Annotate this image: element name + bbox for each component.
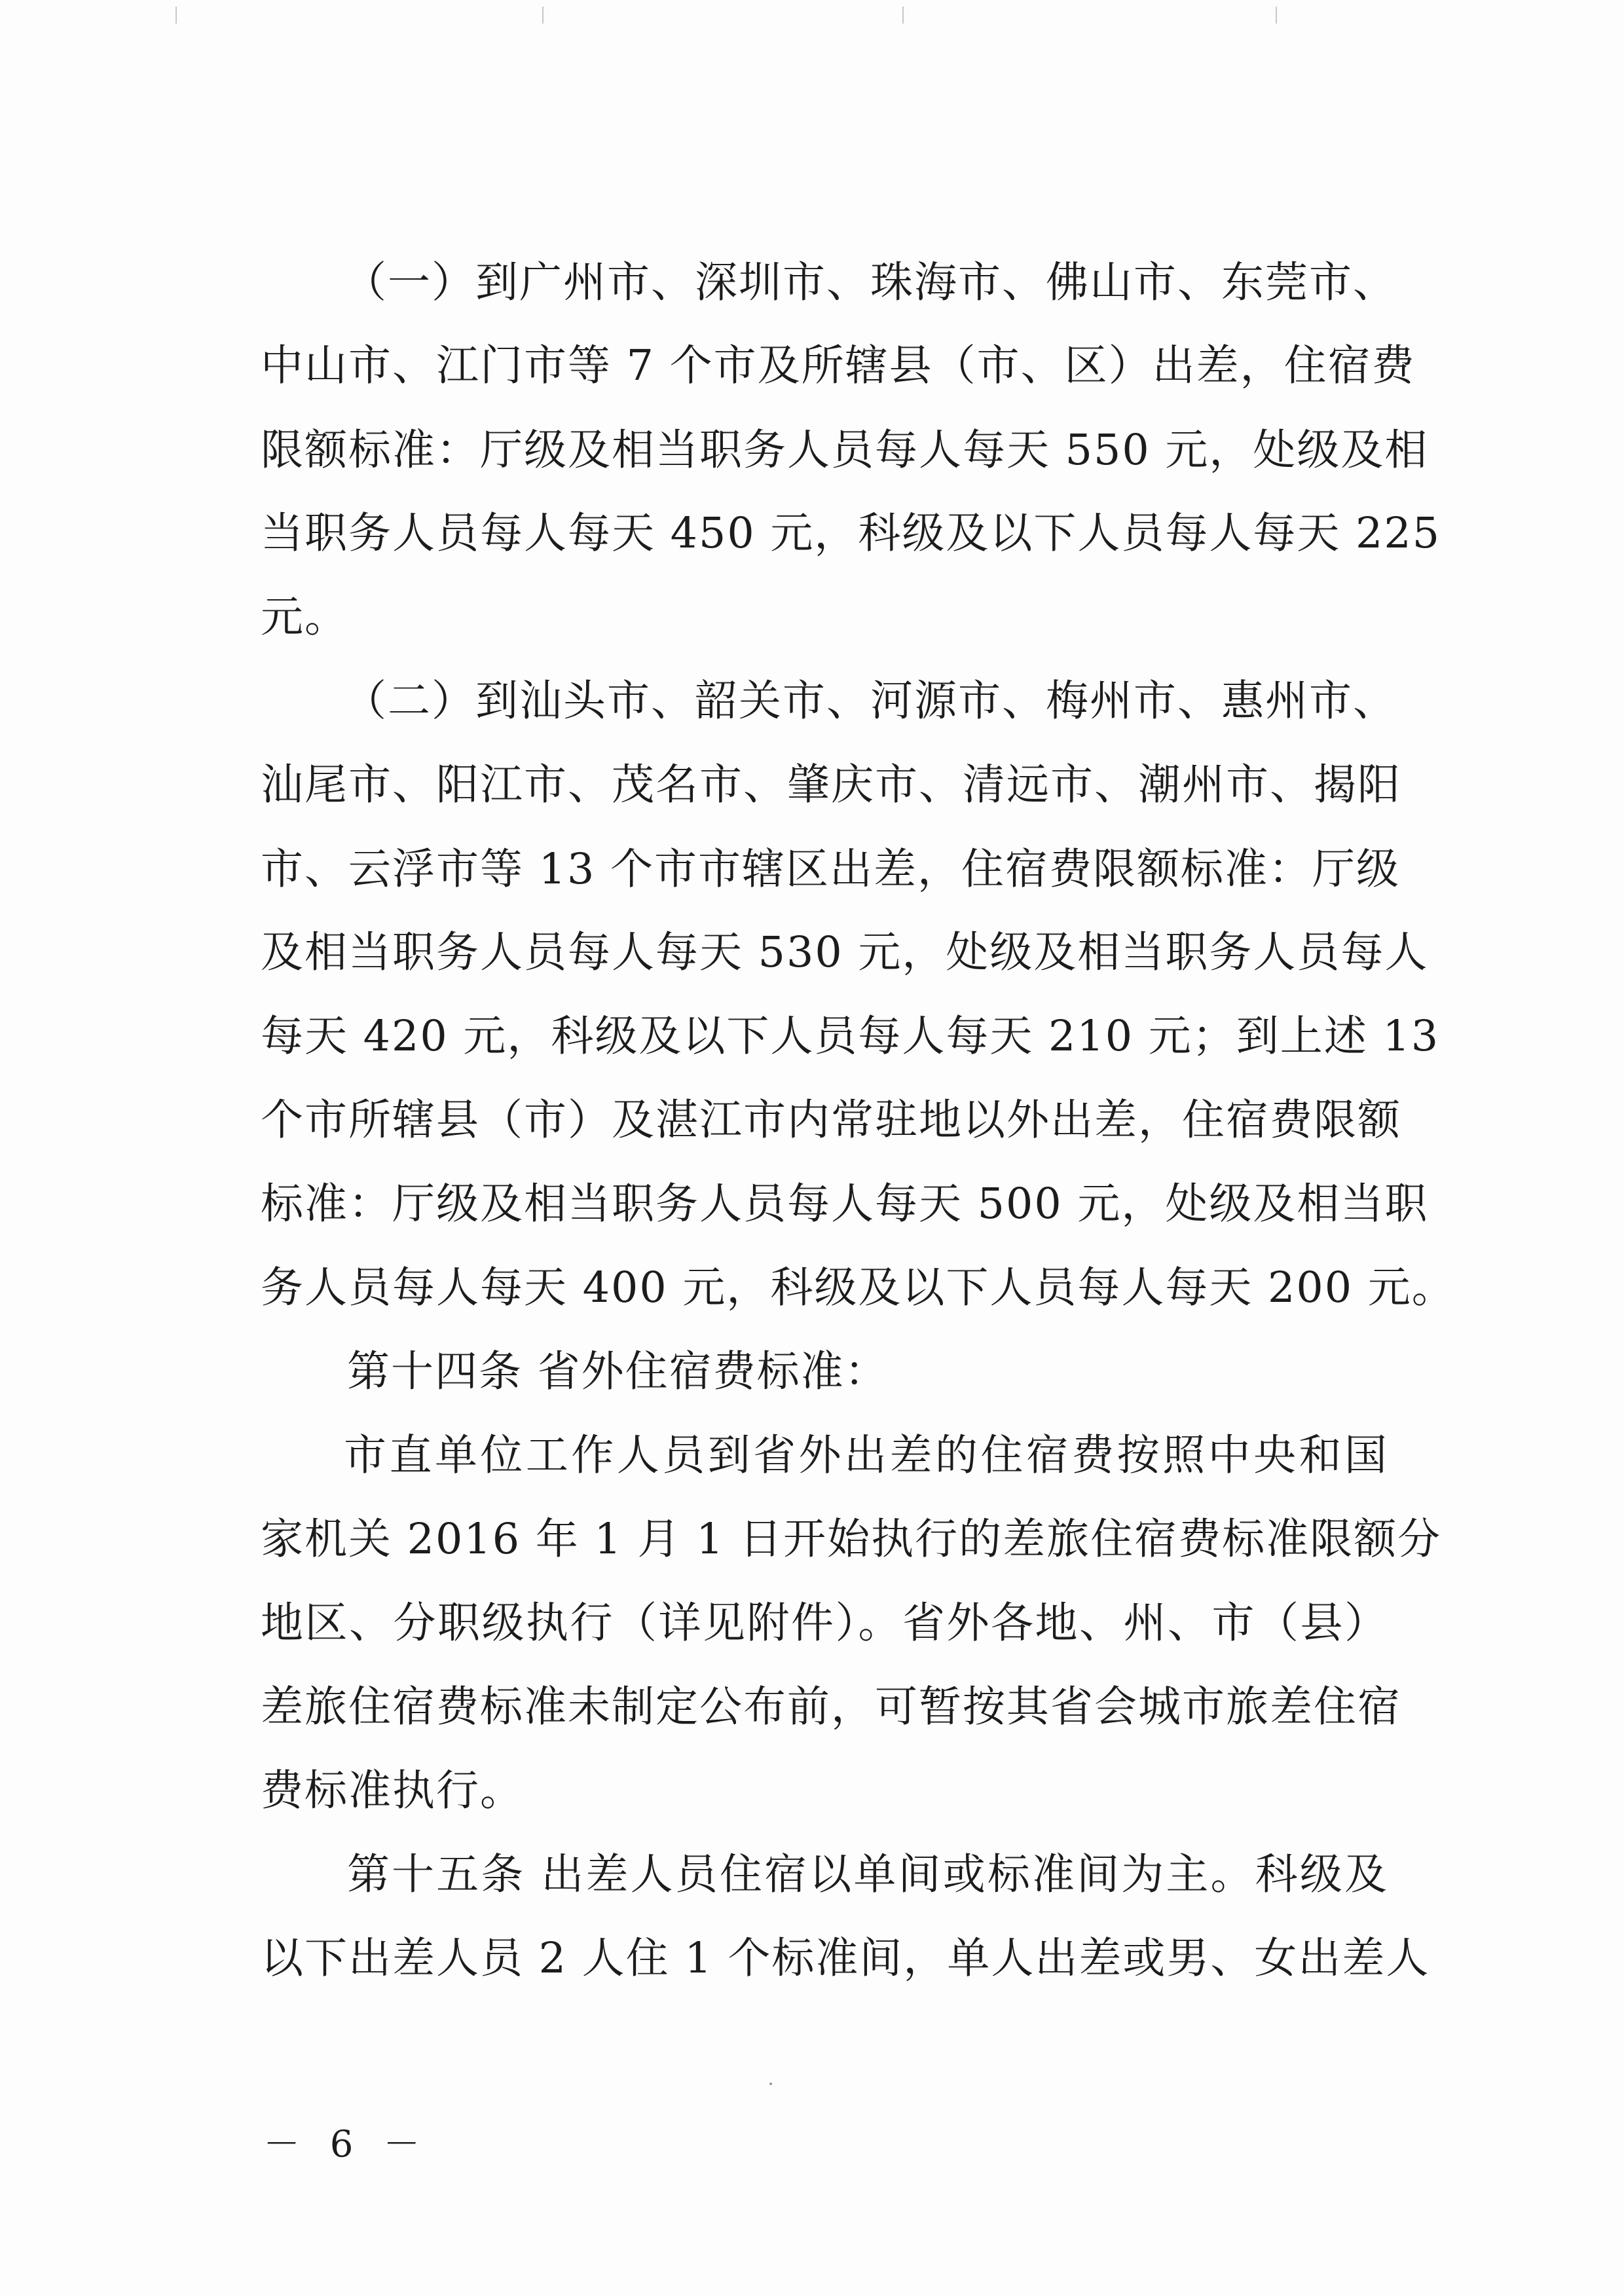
paragraph-2-line-5: 每天 420 元，科级及以下人员每人每天 210 元；到上述 13 — [261, 1012, 1440, 1061]
scan-mark — [542, 7, 544, 24]
article-15-line-1: 第十五条 出差人员住宿以单间或标准间为主。科级及 — [347, 1850, 1388, 1899]
paragraph-1-line-2: 中山市、江门市等 7 个市及所辖县（市、区）出差，住宿费 — [261, 341, 1416, 390]
scan-speck — [769, 2083, 772, 2085]
paragraph-2-line-1: （二）到汕头市、韶关市、河源市、梅州市、惠州市、 — [344, 676, 1397, 726]
scan-mark — [175, 7, 177, 24]
page-number: － 6 － — [263, 2123, 430, 2166]
paragraph-2-line-2: 汕尾市、阳江市、茂名市、肇庆市、清远市、潮州市、揭阳 — [261, 760, 1402, 809]
paragraph-2-line-6: 个市所辖县（市）及湛江市内常驻地以外出差，住宿费限额 — [261, 1096, 1402, 1145]
paragraph-1-line-3: 限额标准：厅级及相当职务人员每人每天 550 元，处级及相 — [261, 426, 1429, 475]
paragraph-1-line-4: 当职务人员每人每天 450 元，科级及以下人员每人每天 225 — [261, 509, 1441, 558]
paragraph-3-line-4: 差旅住宿费标准未制定公布前，可暂按其省会城市旅差住宿 — [261, 1682, 1402, 1731]
article-14-heading: 第十四条 省外住宿费标准： — [347, 1347, 889, 1396]
paragraph-1-line-5: 元。 — [261, 593, 349, 642]
paragraph-2-line-3: 市、云浮市等 13 个市市辖区出差，住宿费限额标准：厅级 — [261, 845, 1401, 894]
paragraph-2-line-4: 及相当职务人员每人每天 530 元，处级及相当职务人员每人 — [261, 928, 1429, 977]
paragraph-3-line-5: 费标准执行。 — [261, 1766, 525, 1815]
paragraph-2-line-8: 务人员每人每天 400 元，科级及以下人员每人每天 200 元。 — [261, 1263, 1456, 1312]
paragraph-3-line-2: 家机关 2016 年 1 月 1 日开始执行的差旅住宿费标准限额分 — [261, 1515, 1442, 1564]
paragraph-3-line-1: 市直单位工作人员到省外出差的住宿费按照中央和国 — [344, 1431, 1388, 1480]
paragraph-1-line-1: （一）到广州市、深圳市、珠海市、佛山市、东莞市、 — [344, 258, 1397, 307]
scan-mark — [902, 7, 904, 24]
scan-mark — [1276, 7, 1277, 24]
paragraph-3-line-3: 地区、分职级执行（详见附件）。省外各地、州、市（县） — [261, 1599, 1388, 1648]
article-15-line-2: 以下出差人员 2 人住 1 个标准间，单人出差或男、女出差人 — [261, 1934, 1430, 1983]
paragraph-2-line-7: 标准：厅级及相当职务人员每人每天 500 元，处级及相当职 — [261, 1179, 1429, 1229]
